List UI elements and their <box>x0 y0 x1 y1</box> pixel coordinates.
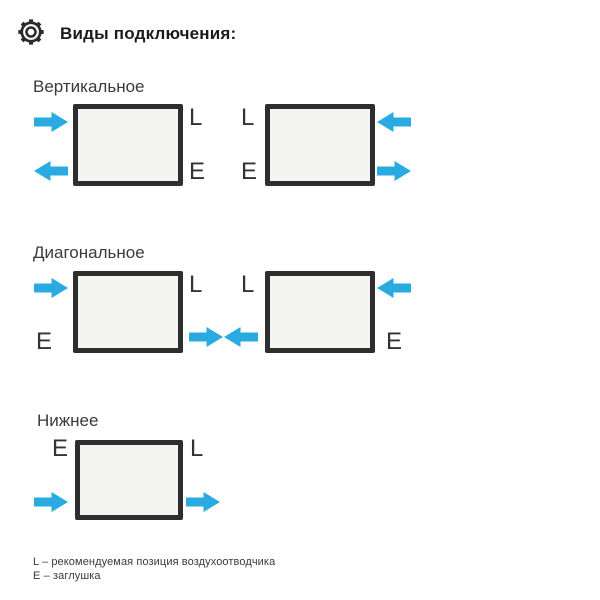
radiator-box <box>73 104 183 186</box>
section-title-vertical: Вертикальное <box>33 77 145 96</box>
inlet-arrow-right-icon <box>34 112 68 132</box>
section-title-bottom: Нижнее <box>37 411 99 430</box>
plug-label: E <box>386 328 403 355</box>
section-title-diagonal: Диагональное <box>33 243 145 262</box>
radiator-box <box>265 271 375 353</box>
page-title: Виды подключения: <box>60 24 237 43</box>
radiator-box <box>75 440 183 520</box>
outlet-arrow-right-icon <box>189 327 223 347</box>
legend-air-vent: L – рекомендуемая позиция воздухоотводчика <box>33 556 276 568</box>
outlet-arrow-left-icon <box>34 161 68 181</box>
radiator-box <box>73 271 183 353</box>
air-vent-label: L <box>241 104 255 131</box>
air-vent-label: L <box>189 271 203 298</box>
air-vent-label: L <box>241 271 255 298</box>
plug-label: E <box>52 435 69 462</box>
legend-plug: E – заглушка <box>33 570 101 582</box>
plug-label: E <box>189 158 206 185</box>
plug-label: E <box>241 158 258 185</box>
air-vent-label: L <box>189 104 203 131</box>
radiator-box <box>265 104 375 186</box>
inlet-arrow-right-icon <box>34 492 68 512</box>
outlet-arrow-left-icon <box>224 327 258 347</box>
gear-icon <box>16 17 46 47</box>
air-vent-label: L <box>190 435 204 462</box>
inlet-arrow-left-icon <box>377 112 411 132</box>
plug-label: E <box>36 328 53 355</box>
outlet-arrow-right-icon <box>186 492 220 512</box>
inlet-arrow-left-icon <box>377 278 411 298</box>
inlet-arrow-right-icon <box>34 278 68 298</box>
outlet-arrow-right-icon <box>377 161 411 181</box>
